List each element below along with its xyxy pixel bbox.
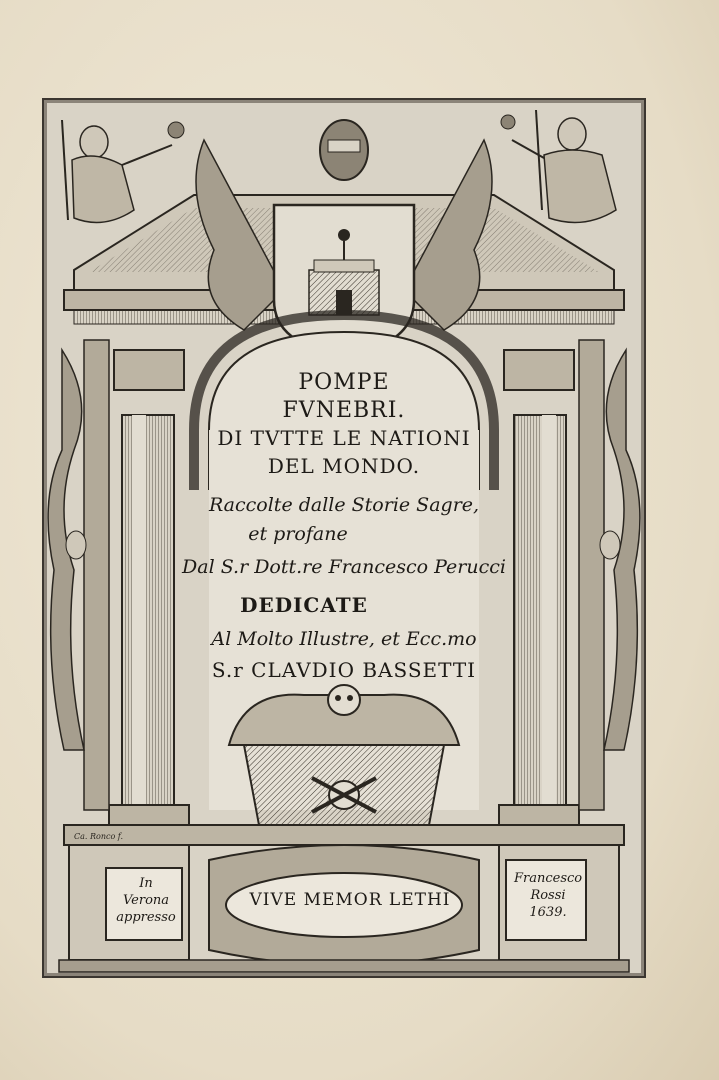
title-line: DI TVTTE LE NATIONI <box>217 426 471 450</box>
imprint-panel <box>110 875 182 926</box>
putto-right <box>501 110 616 223</box>
putto-left <box>62 120 184 223</box>
engraved-frontispiece <box>42 98 646 978</box>
publication-year: 1639. <box>529 905 567 920</box>
title-line: POMPE <box>298 370 390 395</box>
publisher-line: Rossi <box>530 888 566 903</box>
subtitle-line: Raccolte dalle Storie Sagre, <box>208 494 480 516</box>
imprint-line: Verona <box>122 893 170 908</box>
dedicatee-line: Al Molto Illustre, et Ecc.mo <box>211 628 477 650</box>
title-line: FVNEBRI. <box>282 398 406 423</box>
publisher-line: Francesco <box>514 871 583 886</box>
dedication-heading: DEDICATE <box>240 593 368 617</box>
imprint-line: In <box>139 876 153 891</box>
engraver-signature: Ca. Ronco f. <box>74 832 124 841</box>
sarcophagus <box>229 685 459 825</box>
publisher-panel <box>514 870 582 921</box>
title-line: DEL MONDO. <box>267 454 421 478</box>
author-line: Dal S.r Dott.re Francesco Perucci <box>182 556 506 578</box>
dedicatee-name: S.r CLAVDIO BASSETTI <box>211 658 477 682</box>
subtitle-line: et profane <box>248 523 348 545</box>
imprint-line: appresso <box>116 910 176 925</box>
motto-cartouche: VIVE MEMOR LETHI <box>249 890 451 910</box>
